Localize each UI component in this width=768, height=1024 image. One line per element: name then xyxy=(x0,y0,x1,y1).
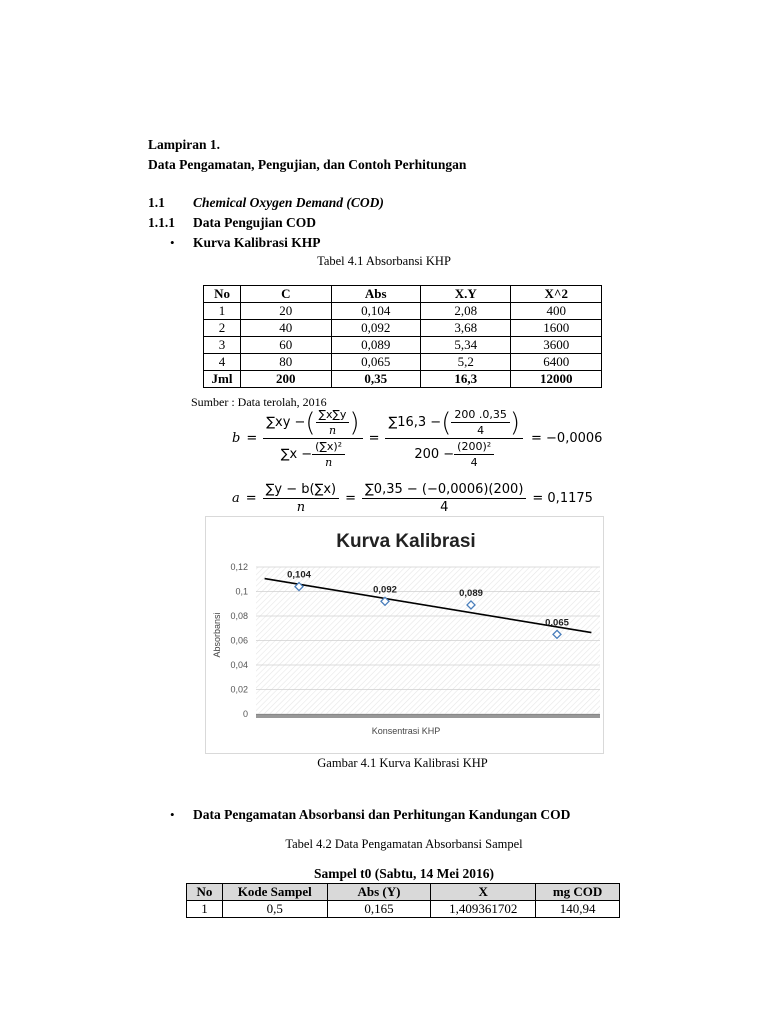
table-cell: 1,409361702 xyxy=(431,901,536,918)
table-cell: 2,08 xyxy=(420,303,511,320)
formula-text: ∑16,3 − xyxy=(388,415,442,430)
table1-caption: Tabel 4.1 Absorbansi KHP xyxy=(317,254,451,268)
table-cell: 0,089 xyxy=(331,337,420,354)
page-title: Data Pengamatan, Pengujian, dan Contoh Perhitungan xyxy=(148,157,467,172)
formula-text: n xyxy=(328,424,337,437)
y-tick-label: 0,06 xyxy=(230,635,248,646)
table-row xyxy=(187,901,620,918)
y-tick-label: 0,04 xyxy=(230,660,248,670)
formula-result: = 0,1175 xyxy=(532,491,593,506)
header-cell: No xyxy=(204,286,241,303)
formula-text: (∑x)² xyxy=(312,440,345,455)
table-cell: 0,5 xyxy=(222,901,327,918)
bullet-icon: • xyxy=(170,235,175,250)
x-axis-ticks xyxy=(256,715,600,718)
table-cell: 200 xyxy=(241,371,332,388)
table-row xyxy=(204,320,602,337)
formula-b: b = ∑xy − ( $\frac{\sum x\sum y}{n}$ ) ∑x − $\frac{\text{(∑x)²}}{n}$ = ∑16,3 − ( $\frac{200 .0,35}{4}$ ) 200 − $\frac{\text{(200)²}}{4}$ = −0,0006 xyxy=(232,407,603,469)
table-header-row xyxy=(204,286,602,303)
y-tick-label: 0,08 xyxy=(230,611,248,621)
table-cell: 80 xyxy=(241,354,332,371)
table-cell: 16,3 xyxy=(420,371,511,388)
bullet-icon: • xyxy=(170,807,175,822)
table-cell: 1 xyxy=(204,303,241,320)
table-header-row xyxy=(187,884,620,901)
bullet-heading: Kurva Kalibrasi KHP xyxy=(193,235,321,250)
formula-text: ∑0,35 − (−0,0006)(200) xyxy=(362,482,526,499)
table-cell: 4 xyxy=(204,354,241,371)
header-cell: Abs (Y) xyxy=(327,884,431,901)
formula-text: ∑xy − xyxy=(266,415,306,430)
formula-text: 4 xyxy=(440,500,449,515)
subsection-title: Data Pengujian COD xyxy=(193,215,317,230)
table-cell: 40 xyxy=(241,320,332,337)
header-cell: No xyxy=(187,884,223,901)
data-label: 0,092 xyxy=(373,584,397,596)
table-cell: 20 xyxy=(241,303,332,320)
table-cell: 12000 xyxy=(511,371,602,388)
table-source-note: Sumber : Data terolah, 2016 xyxy=(191,395,327,409)
table2-subtitle: Sampel t0 (Sabtu, 14 Mei 2016) xyxy=(314,866,494,881)
bullet-heading: Data Pengamatan Absorbansi dan Perhitungan Kandungan COD xyxy=(193,807,571,822)
formula-text: ∑x − xyxy=(280,447,313,462)
data-label: 0,065 xyxy=(545,617,569,629)
table-cell: 140,94 xyxy=(536,901,620,918)
x-axis-label: Konsentrasi KHP xyxy=(371,726,441,736)
table-cell: 6400 xyxy=(511,354,602,371)
data-label: 0,104 xyxy=(287,569,311,581)
header-cell: X.Y xyxy=(420,286,511,303)
table-cell: 5,34 xyxy=(420,337,511,354)
header-cell: X^2 xyxy=(511,286,602,303)
table-cell: 400 xyxy=(511,303,602,320)
formula-var-a: a xyxy=(232,491,240,506)
formula-text: ∑y − b(∑x) xyxy=(263,482,339,499)
table-row xyxy=(204,303,602,320)
table-cell: 3,68 xyxy=(420,320,511,337)
header-cell: mg COD xyxy=(536,884,620,901)
table-cell: 0,165 xyxy=(327,901,431,918)
table-cell: Jml xyxy=(204,371,241,388)
figure-caption: Gambar 4.1 Kurva Kalibrasi KHP xyxy=(317,756,488,770)
calibration-chart xyxy=(205,516,604,754)
y-tick-label: 0,1 xyxy=(235,586,248,597)
table-total-row xyxy=(204,371,602,388)
formula-var-b: b xyxy=(232,431,241,446)
table-cell: 0,35 xyxy=(331,371,420,388)
section-number: 1.1 xyxy=(148,195,165,210)
header-cell: X xyxy=(431,884,536,901)
table-cell: 1600 xyxy=(511,320,602,337)
table-cell: 3600 xyxy=(511,337,602,354)
sample-table xyxy=(186,883,620,918)
data-label: 0,089 xyxy=(459,587,483,599)
formula-text: (200)² xyxy=(454,440,494,455)
table-cell: 5,2 xyxy=(420,354,511,371)
chart-title: Kurva Kalibrasi xyxy=(336,531,476,552)
header-cell: C xyxy=(241,286,332,303)
table-cell: 2 xyxy=(204,320,241,337)
table-cell: 1 xyxy=(187,901,223,918)
table-cell: 3 xyxy=(204,337,241,354)
table-cell: 0,104 xyxy=(331,303,420,320)
table-row xyxy=(204,354,602,371)
y-tick-label: 0,02 xyxy=(230,684,248,695)
formula-text: 4 xyxy=(470,456,478,469)
section-title: Chemical Oxygen Demand (COD) xyxy=(193,195,384,210)
table-cell: 60 xyxy=(241,337,332,354)
formula-text: 200 .0,35 xyxy=(451,408,509,423)
formula-text: 4 xyxy=(477,424,485,437)
table2-caption: Tabel 4.2 Data Pengamatan Absorbansi Sampel xyxy=(285,837,523,851)
y-axis-label: Absorbansi xyxy=(212,612,222,658)
table-cell: 0,092 xyxy=(331,320,420,337)
y-tick-label: 0,12 xyxy=(230,562,248,572)
y-tick-label: 0 xyxy=(242,709,248,719)
subsection-number: 1.1.1 xyxy=(148,215,175,230)
formula-a: a = $\frac{\sum y - b(\sum x)}{n}$ = $\frac{\sum 0,35 - (-0,0006)(200)}{4}$ = 0,1175 xyxy=(232,482,593,515)
formula-text: ∑x∑y xyxy=(316,408,350,423)
table-cell: 0,065 xyxy=(331,354,420,371)
table-row xyxy=(204,337,602,354)
formula-text: 200 − xyxy=(414,447,455,462)
chart-svg xyxy=(206,517,603,753)
absorbance-table xyxy=(203,285,602,388)
appendix-label: Lampiran 1. xyxy=(148,137,221,152)
formula-result: = −0,0006 xyxy=(531,431,603,446)
header-cell: Kode Sampel xyxy=(222,884,327,901)
header-cell: Abs xyxy=(331,286,420,303)
